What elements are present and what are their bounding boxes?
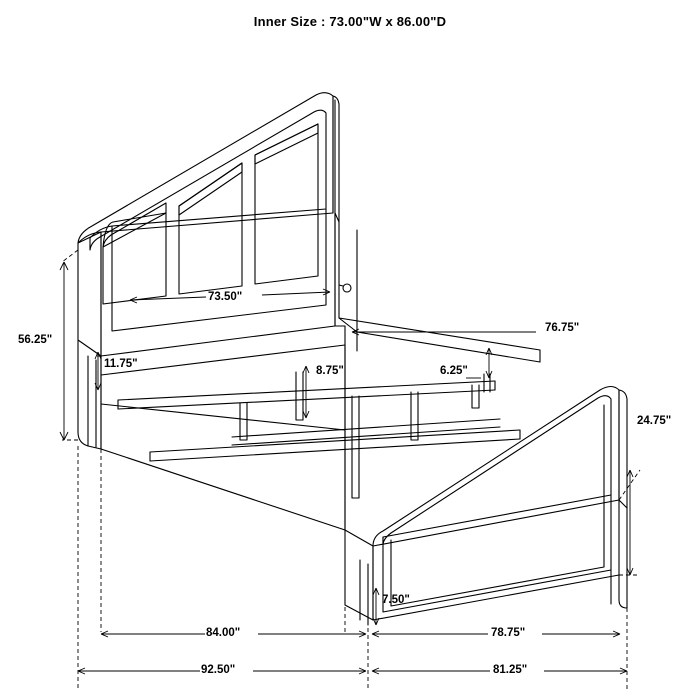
- slat-rail-2-bottom: [150, 439, 520, 461]
- headboard-body: [101, 213, 335, 356]
- headboard-panel-2-top: [179, 163, 242, 215]
- dimension-label-overall-length-left: 92.50": [201, 664, 236, 676]
- headboard-inner-border: [90, 110, 326, 250]
- slat-rail-bottom: [118, 390, 495, 409]
- page-title: Inner Size : 73.00"W x 86.00"D: [253, 14, 447, 29]
- headboard-left-post: [78, 232, 101, 356]
- rail-bolt-detail: [343, 284, 351, 292]
- dimension-label-overall-length-right: 81.25": [493, 664, 528, 676]
- slat-rail-2-top: [150, 430, 520, 452]
- dimension-label-headboard-height: 56.25": [18, 334, 53, 346]
- dimension-label-inner-frame-width: 76.75": [545, 322, 580, 334]
- dim-line-7350-left: [130, 297, 206, 300]
- dimension-label-center-support-height: 6.25": [440, 365, 468, 377]
- headboard-panel-2: [179, 163, 242, 294]
- dimension-label-side-rail-length: 84.00": [206, 627, 241, 639]
- footboard-top-face: [373, 387, 619, 547]
- left-side-rail: [101, 326, 345, 530]
- footboard-right-leg: [619, 508, 627, 608]
- bolt-connector: [339, 285, 343, 286]
- support-leg-5: [472, 385, 479, 408]
- footboard-right-post: [619, 390, 627, 508]
- footboard-inner-border-top: [383, 396, 611, 544]
- right-headboard-post: [339, 222, 357, 332]
- headboard-outer: [78, 93, 333, 243]
- support-leg-1: [240, 403, 247, 440]
- dimension-label-rail-to-floor: 11.75": [104, 358, 138, 370]
- slat-rail-top: [118, 381, 495, 400]
- dimension-label-footboard-depth: 78.75": [491, 627, 526, 639]
- dim-line-7350-right: [262, 292, 330, 295]
- inner-frame-far-rail-2: [357, 332, 540, 362]
- dimension-label-headboard-width: 73.50": [208, 291, 243, 303]
- dimension-label-footboard-clearance: 7.50": [382, 594, 410, 606]
- dimension-label-slat-height: 8.75": [316, 365, 344, 377]
- headboard-panel-3-top: [255, 124, 318, 164]
- dimension-label-footboard-height: 24.75": [637, 415, 672, 427]
- headboard-inner-lower: [112, 209, 326, 331]
- footboard-inner-border: [383, 495, 611, 612]
- ext-footboard-top: [619, 470, 640, 500]
- support-leg-3: [352, 396, 359, 498]
- ext-headboard-top: [62, 250, 78, 262]
- footboard-left-post: [345, 530, 373, 620]
- support-leg-2: [296, 372, 303, 420]
- headboard-right-post: [333, 96, 339, 222]
